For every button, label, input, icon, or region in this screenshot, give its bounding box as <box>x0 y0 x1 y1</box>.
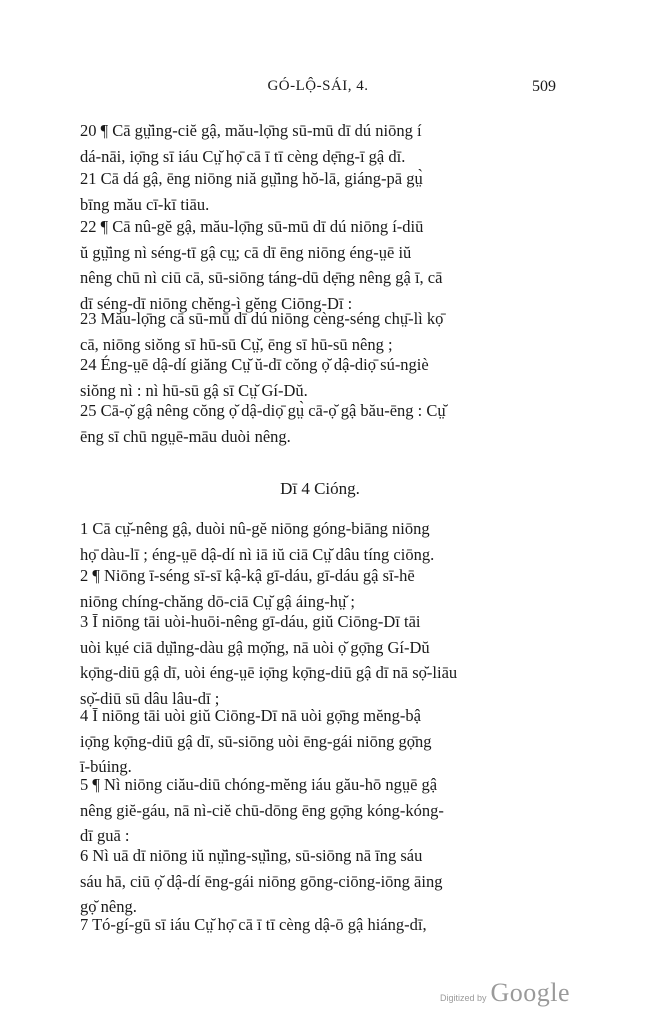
verse-line: dī séng-dī niōng chĕng-ì gĕng Ciōng-Dī : <box>80 293 353 313</box>
page-number: 509 <box>532 78 556 95</box>
verse-3 <box>80 609 560 711</box>
verse-line: dī guā : <box>80 826 130 845</box>
verse-line: kọ̄ng-diū gậ dī, uòi éng-ṳē iọ̄ng kọ̄ng-diū gậ dī nā sọ̆-liāu <box>80 663 458 682</box>
verse-line: sọ̆-diū sū dâu lâu-dī ; <box>80 688 220 708</box>
verse-line: cā, niōng siŏng sī hū-sū Cṳ̆, ēng sī hū-sū nêng ; <box>80 334 393 354</box>
verse-line: ī-búing. <box>80 757 132 776</box>
verse-line: iọ̄ng kọ̄ng-diū gậ dī, sū-siōng uòi ēng-gái niōng gọ̄ng <box>80 731 432 751</box>
verse-line: nêng giĕ-gáu, nā nì-ciĕ chū-dōng ēng gọ̄ng kóng-kóng- <box>80 800 444 820</box>
running-title: GÓ-LỘ-SÁI, 4. <box>267 78 369 94</box>
verse-line: bīng mău cī-kī tiāu. <box>80 194 210 214</box>
verse-line: uòi kṳé ciā dṳ̆ing-dàu gậ mọ̆ng, nā uòi ọ̆ gọ̄ng Gí-Dŭ <box>80 637 430 657</box>
verse-line: 4 Ī niōng tāi uòi giŭ Ciōng-Dī nā uòi gọ̄ng mĕng-bậ <box>80 706 421 725</box>
verse-7 <box>80 912 560 938</box>
verse-line: 5 ¶ Nì niōng ciău-diū chóng-mĕng iáu gău-hō ngṳē gậ <box>80 775 438 794</box>
verse-line: 21 Cā dá gậ, ēng niōng niă gṳ̆ing hŏ-lā, giáng-pā gṳ̀ <box>80 169 423 188</box>
verse-line: niōng chíng-chăng dō-ciā Cṳ̆ gậ áing-hṳ̆ ; <box>80 591 355 611</box>
verse-6 <box>80 843 560 920</box>
verse-5 <box>80 772 560 849</box>
verse-2 <box>80 563 560 614</box>
verse-line: ŭ gṳ̆ing nì séng-tī gậ cṳ̣; cā dī ēng niōng éng-ṳē iŭ <box>80 242 412 262</box>
google-logo: Google <box>490 978 571 1007</box>
verse-line: dá-nāi, iọ̄ng sī iáu Cṳ̆ họ̄ cā ī tī cèng dẹ̄ng-ī gậ dī. <box>80 146 406 166</box>
verse-line: 6 Nì uā dī niōng iŭ nṳ̆ing-sṳ̆ing, sū-siōng nā īng sáu <box>80 846 423 865</box>
verse-line: nêng chū nì ciū cā, sū-siōng táng-dū dẹ̄ng nêng gậ ī, cā <box>80 268 443 287</box>
verse-line: siŏng nì : nì hū-sū gậ sī Cṳ̆ Gí-Dŭ. <box>80 380 308 400</box>
verse-line: gọ̆ nêng. <box>80 897 137 916</box>
verse-25 <box>80 398 560 449</box>
verse-line: 24 Éng-ṳē dậ-dí giăng Cṳ̆ ŭ-dī cŏng ọ̆ dậ-diọ̄ sú-ngiè <box>80 355 429 374</box>
verse-4 <box>80 703 560 780</box>
verse-line: 1 Cā cṳ̆-nêng gậ, duòi nû-gĕ niōng góng-biāng niōng <box>80 519 430 538</box>
verse-line: 25 Cā-ọ̆ gậ nêng cŏng ọ̆ dậ-diọ̄ gṳ̀ cā-ọ̆ gậ bău-ēng : Cṳ̆ <box>80 401 446 420</box>
verse-22 <box>80 214 560 316</box>
verse-line: 23 Mău-lọ̄ng cā sū-mū dī dú niōng cèng-séng chṳ̄-lì kọ̄ <box>80 309 444 328</box>
verse-line: 22 ¶ Cā nû-gĕ gậ, mău-lọ̄ng sū-mū dī dú niōng í-diū <box>80 217 424 236</box>
verse-21 <box>80 166 560 217</box>
verse-line: 20 ¶ Cā gṳ̆ing-ciĕ gậ, mău-lọ̄ng sū-mū dī dú niōng í <box>80 121 422 140</box>
verse-24 <box>80 352 560 403</box>
chapter-heading: Dī 4 Cióng. <box>280 479 360 498</box>
verse-1 <box>80 516 560 567</box>
verse-line: 3 Ī niōng tāi uòi-huōi-nêng gī-dáu, giŭ Ciōng-Dī tāi <box>80 612 421 631</box>
verse-line: 7 Tó-gí-gū sī iáu Cṳ̆ họ̄ cā ī tī cèng dậ-ō gậ hiáng-dī, <box>80 915 427 934</box>
verse-line: 2 ¶ Niōng ī-séng sī-sī kậ-kậ gī-dáu, gī-dáu gậ sī-hē <box>80 566 415 585</box>
verse-23 <box>80 306 560 357</box>
digitized-label: Digitized by <box>440 993 487 1003</box>
verse-line: họ̄ dàu-lī ; éng-ṳē dậ-dí nì iā iŭ ciā Cṳ̆ dâu tíng ciōng. <box>80 544 435 564</box>
verse-line: sáu hā, ciū ọ̆ dậ-dí ēng-gái niōng gōng-ciōng-iōng āing <box>80 871 443 891</box>
verse-line: ēng sī chū ngṳē-māu duòi nêng. <box>80 426 291 446</box>
page-header <box>80 78 556 102</box>
digitized-by-google-watermark <box>440 978 570 1008</box>
verse-20 <box>80 118 560 169</box>
